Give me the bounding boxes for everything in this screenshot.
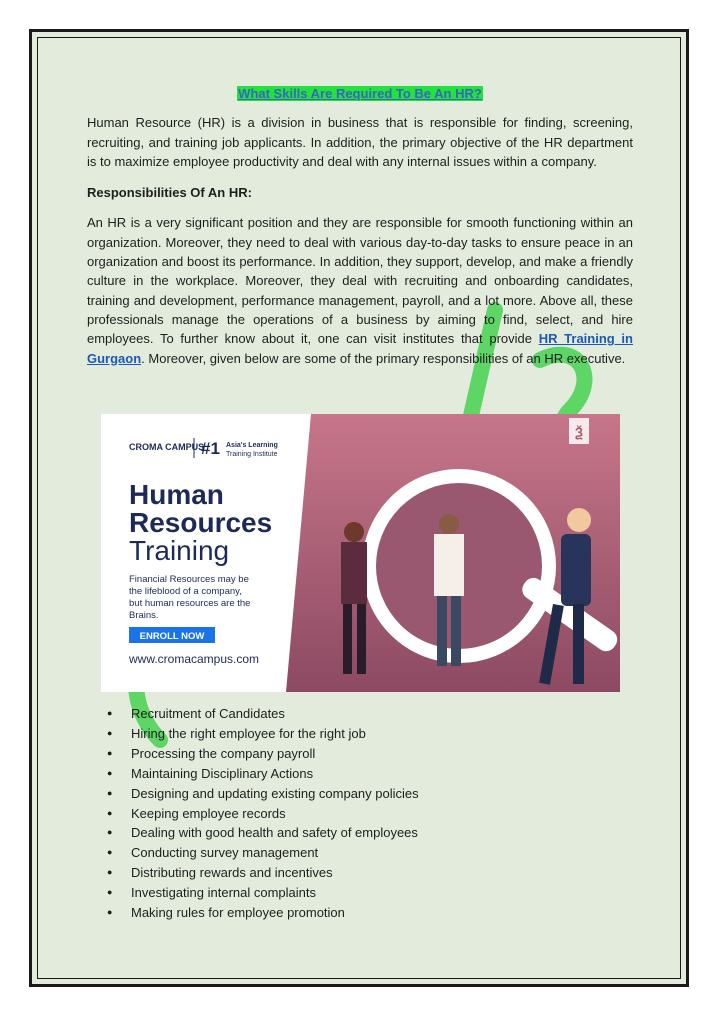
banner-website: www.cromacampus.com bbox=[129, 652, 260, 666]
list-item: ● Conducting survey management bbox=[104, 843, 419, 863]
training-banner bbox=[101, 414, 620, 692]
list-item: ● Dealing with good health and safety of employees bbox=[104, 823, 419, 843]
banner-graphic bbox=[101, 414, 620, 692]
document-body bbox=[87, 84, 633, 380]
list-item: ● Recruitment of Candidates bbox=[104, 704, 419, 724]
paragraph-text: An HR is a very significant position and they are responsible for smooth functioning within an organization. Moreover, they need to deal with various day-to-day tasks to ensure peace in an organization and boost its performance. In addition, they support, develop, and make a friendly culture in the workplace. Moreover, they deal with recruiting and onboarding candidates, training and development, performance management, payroll, and a lot more. Above all, these professionals manage the operations of a business by aiming to find, select, and hire employees. To further know about it, one can visit institutes that provide bbox=[87, 215, 633, 347]
responsibilities-list bbox=[104, 704, 419, 923]
banner-tagline-2: the lifeblood of a company, bbox=[129, 586, 242, 597]
list-item: ● Distributing rewards and incentives bbox=[104, 863, 419, 883]
list-item: ● Maintaining Disciplinary Actions bbox=[104, 764, 419, 784]
section-heading: Responsibilities Of An HR: bbox=[87, 185, 252, 201]
banner-headline-2: Resources bbox=[129, 507, 273, 538]
list-item: ● Investigating internal complaints bbox=[104, 883, 419, 903]
banner-tagline-1: Financial Resources may be bbox=[129, 574, 249, 585]
banner-rank-caption-2: Training Institute bbox=[226, 451, 278, 458]
hr-training-link[interactable]: HR Training in Gurgaon bbox=[87, 331, 633, 366]
list-item: ● Designing and updating existing company policies bbox=[104, 784, 419, 804]
page-title: What Skills Are Required To Be An HR? bbox=[238, 86, 482, 101]
banner-rank: #1 bbox=[201, 439, 220, 458]
banner-tagline-4: Brains. bbox=[129, 610, 159, 621]
list-item: ● Processing the company payroll bbox=[104, 744, 419, 764]
banner-headline-1: Human bbox=[129, 479, 224, 510]
banner-logo: CROMA CAMPUS bbox=[129, 442, 205, 452]
list-item: ● Hiring the right employee for the right job bbox=[104, 724, 419, 744]
banner-headline-3: Training bbox=[129, 535, 230, 566]
list-item: ● Keeping employee records bbox=[104, 804, 419, 824]
responsibilities-paragraph bbox=[87, 213, 633, 367]
title-container bbox=[87, 84, 633, 103]
banner-tagline-3: but human resources are the bbox=[129, 598, 251, 609]
intro-paragraph: Human Resource (HR) is a division in business that is responsible for finding, screening, recruiting, and training job applicants. In addition, the primary objective of the HR department is to maximize employee productivity and deal with any internal issues within a company. bbox=[87, 115, 633, 169]
svg-text:Ѯ: Ѯ bbox=[574, 425, 584, 440]
banner-rank-caption-1: Asia's Learning bbox=[226, 442, 278, 449]
enroll-now-button[interactable]: ENROLL NOW bbox=[139, 631, 205, 642]
paragraph-text-tail: . Moreover, given below are some of the primary responsibilities of an HR executive. bbox=[141, 350, 626, 366]
list-item: ● Making rules for employee promotion bbox=[104, 903, 419, 923]
